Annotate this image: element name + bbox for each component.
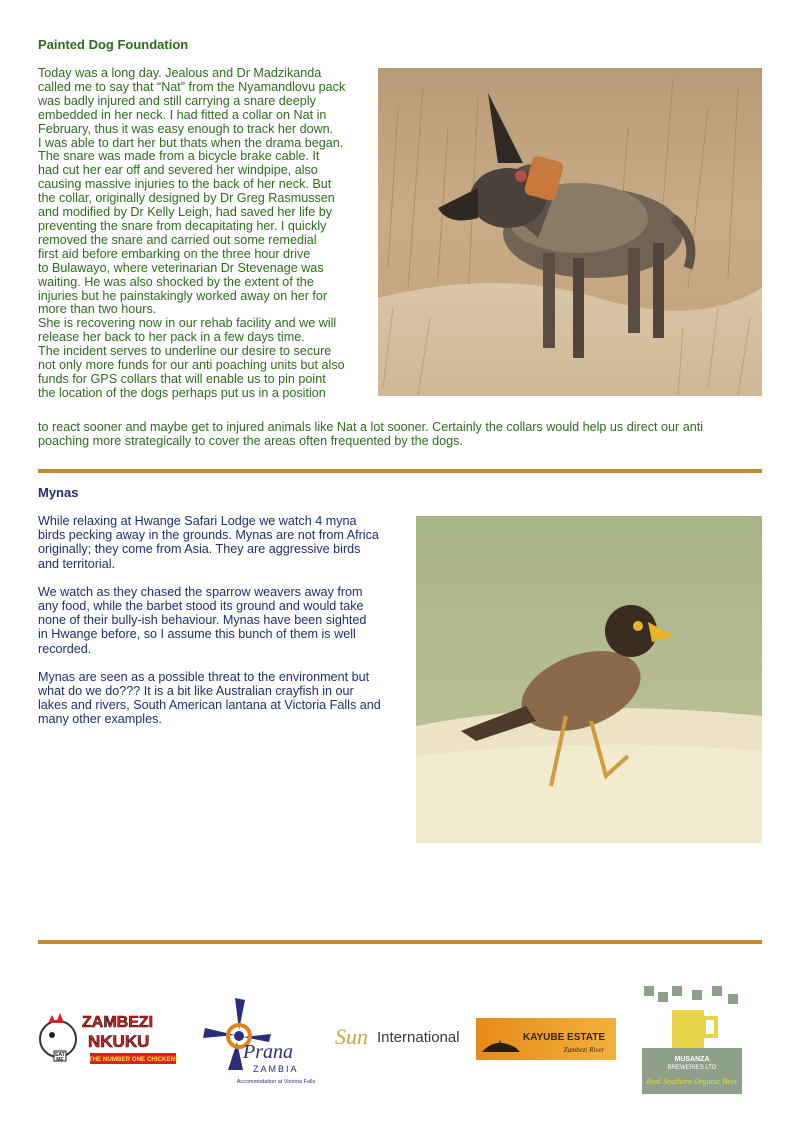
musanza-name: MUSANZA [674, 1056, 710, 1063]
section2-line: birds pecking away in the grounds. Mynas are not from Africa [38, 528, 379, 543]
section2-line: many other examples. [38, 712, 162, 727]
musanza-sub: BREWERIES LTD [667, 1065, 717, 1071]
section1-line: The snare was made from a bicycle brake cable. It [38, 149, 320, 164]
badge-eat: EAT [55, 1052, 65, 1058]
section2-line: Mynas are seen as a possible threat to the environment but [38, 669, 370, 684]
section1-line: release her back to her pack in a few days time. [38, 330, 305, 345]
section1-line: February, thus it was easy enough to track her down. [38, 121, 334, 136]
section2-line: and territorial. [38, 556, 115, 571]
section2-line: While relaxing at Hwange Safari Lodge we watch 4 myna [38, 514, 357, 528]
section1-line: injuries but he painstakingly worked away on her for [38, 288, 328, 303]
section1-line: preventing the snare from decapitating her. I quickly [38, 218, 327, 233]
musanza-breweries-logo [642, 984, 742, 1094]
section1-line: causing massive injuries to the back of her neck. But [38, 177, 332, 192]
section2-paragraph [38, 514, 381, 571]
section2-line: We watch as they chased the sparrow weavers away from [38, 584, 363, 599]
section2-line: lakes and rivers, South American lantana at Victoria Falls and [38, 698, 381, 713]
kayube-name: KAYUBE ESTATE [522, 1032, 606, 1043]
prana-name: Prana [243, 1041, 293, 1063]
section1-wide-body [38, 421, 703, 449]
nkuku-text: NKUKU [88, 1032, 150, 1051]
section1-line: funds for GPS collars that will enable us to pin point [38, 371, 326, 386]
section1-wide-line: poaching more strategically to cover the areas often frequented by the dogs. [38, 433, 463, 448]
section2-line: none of their bully-ish behaviour. Mynas have been sighted [38, 613, 367, 628]
zambezi-tagline: THE NUMBER ONE CHICKEN! [88, 1056, 178, 1063]
section1-line: I was able to dart her but thats when the drama began. [38, 135, 344, 150]
section1-line: The incident serves to underline our desire to secure [38, 344, 332, 359]
section-divider-bottom [38, 940, 762, 944]
sun-international-logo [333, 1018, 473, 1054]
section1-line: called me to say that “Nat” from the Nyamandlovu pack [38, 79, 346, 94]
section2-line: what do we do??? It is a bit like Australian crayfish in our [38, 684, 354, 699]
section2-paragraph [38, 585, 381, 656]
sun-script: Sun [335, 1024, 368, 1049]
myna-photo [416, 516, 762, 843]
kayube-sub: Zambezi River [563, 1046, 605, 1054]
section1-line: Today was a long day. Jealous and Dr Madzikanda [38, 66, 322, 80]
section-title-mynas: Mynas [38, 485, 79, 500]
musanza-script: Real Southern Organic Beer [646, 1077, 738, 1086]
section1-line: embedded in her neck. I had fitted a collar on Nat in [38, 107, 327, 122]
section-title-painted-dog: Painted Dog Foundation [38, 37, 189, 52]
section2-paragraph [38, 670, 381, 727]
section1-line: was badly injured and still carrying a snare deeply [38, 93, 316, 108]
section2-line: recorded. [38, 641, 92, 656]
prana-zambia-logo [183, 990, 325, 1090]
zambezi-nkuku-logo [38, 1005, 178, 1071]
section1-line: not only more funds for our anti poaching units but also [38, 358, 345, 373]
sun-international-text: International [377, 1029, 460, 1046]
zambezi-text: ZAMBEZI [82, 1014, 154, 1031]
section1-line: had cut her ear off and severed her windpipe, also [38, 163, 318, 178]
section2-line: originally; they come from Asia. They are aggressive birds [38, 542, 361, 557]
section1-line: the collar, originally designed by Dr Greg Rasmussen [38, 191, 335, 206]
section1-line: waiting. He was also shocked by the extent of the [38, 274, 314, 289]
section1-line: first aid before embarking on the three hour drive [38, 246, 311, 261]
kayube-estate-logo [476, 1018, 616, 1060]
prana-country: ZAMBIA [253, 1064, 299, 1074]
section1-line: the location of the dogs perhaps put us in a position [38, 385, 326, 400]
section1-line: removed the snare and carried out some remedial [38, 232, 317, 247]
section1-line: more than two hours. [38, 302, 157, 317]
painted-dog-photo [378, 68, 762, 396]
section1-line: to Bulawayo, where veterinarian Dr Stevenage was [38, 260, 324, 275]
section2-body [38, 514, 381, 741]
section1-wide-line: to react sooner and maybe get to injured animals like Nat a lot sooner. Certainly the collars would help us direct our anti [38, 420, 704, 434]
section-divider-top [38, 469, 762, 473]
prana-tagline: Accommodation at Victoria Falls [236, 1079, 316, 1085]
badge-me: ME [56, 1057, 64, 1063]
section1-body [38, 67, 345, 401]
section2-line: in Hwange before, so I assume this bunch of them is well [38, 627, 356, 642]
section1-line: She is recovering now in our rehab facility and we will [38, 316, 337, 331]
section2-line: any food, while the barbet stood its ground and would take [38, 599, 364, 614]
section1-line: and modified by Dr Kelly Leigh, had saved her life by [38, 205, 333, 220]
